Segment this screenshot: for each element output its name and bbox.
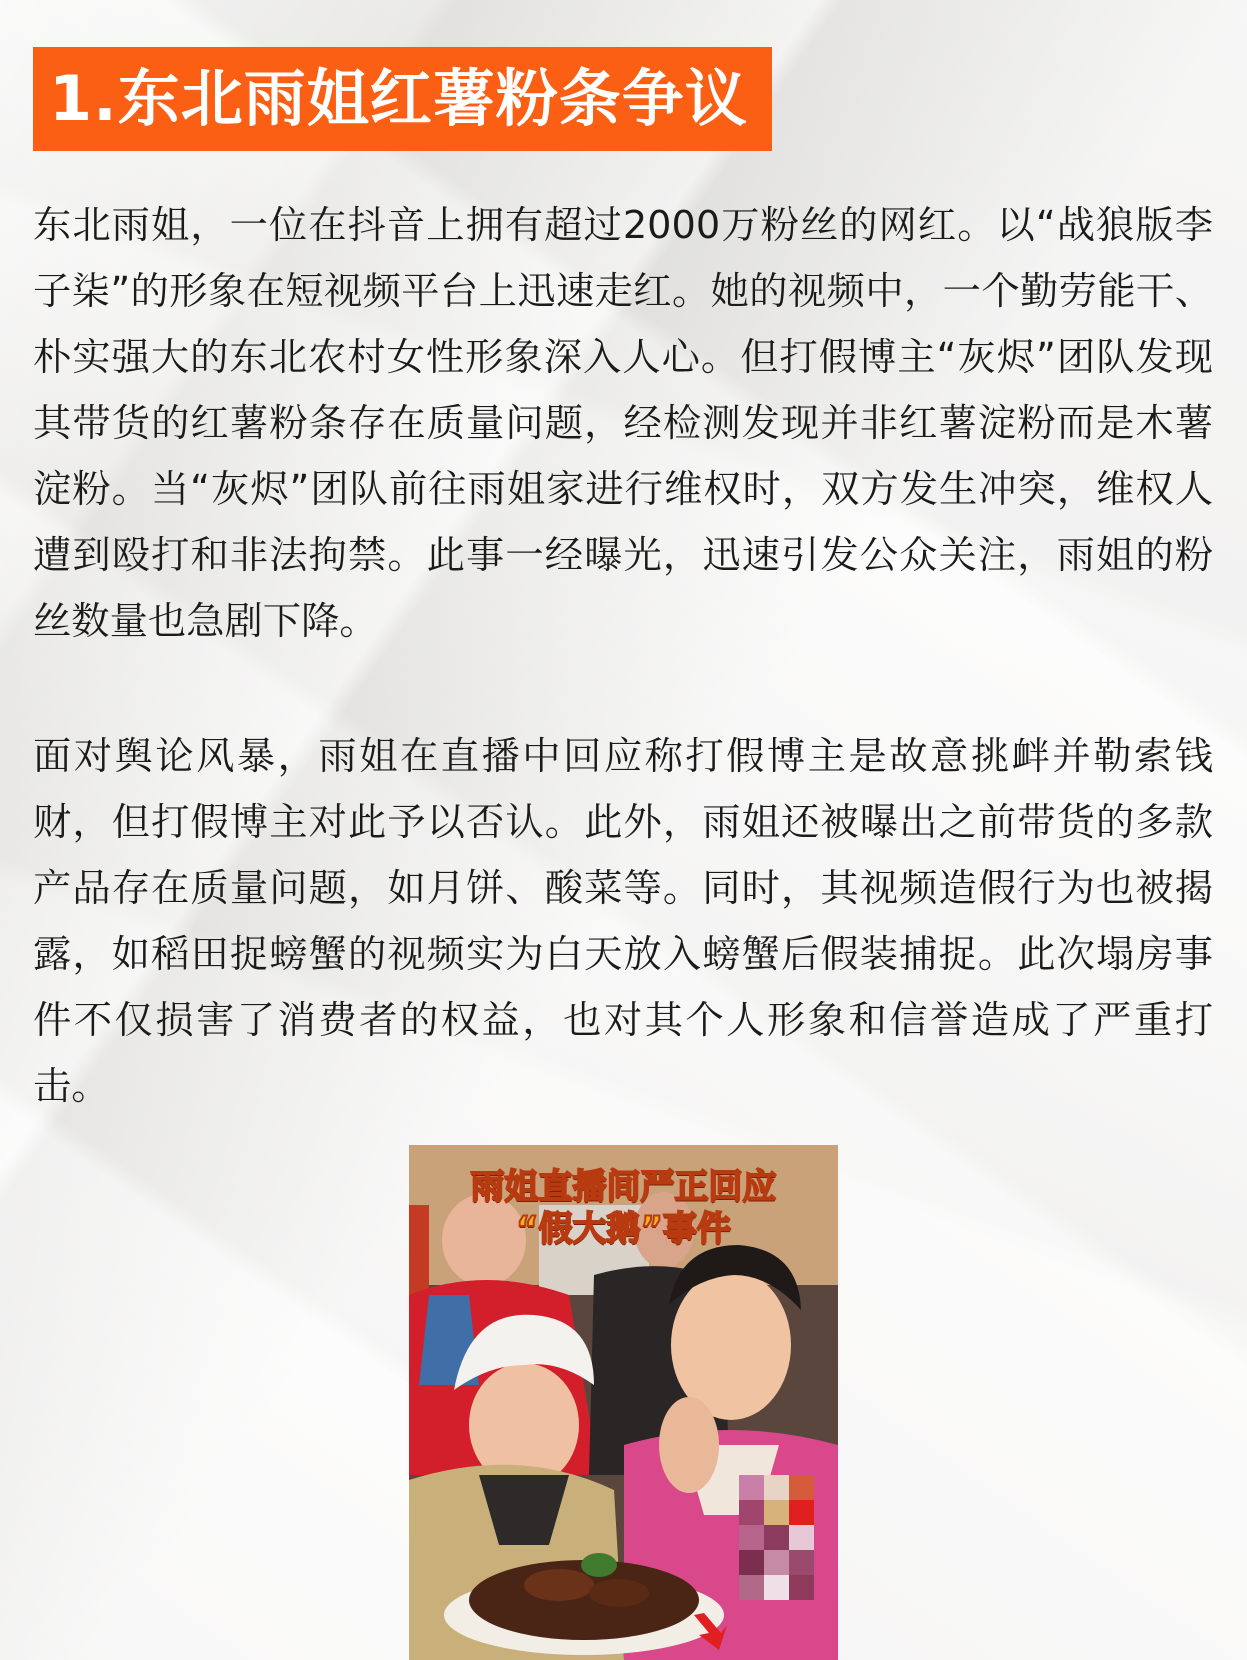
photo-caption-line-1: 雨姐直播间严正回应 [470,1167,777,1207]
news-photo [409,1145,838,1660]
article-paragraph-2: 面对舆论风暴，雨姐在直播中回应称打假博主是故意挑衅并勒索钱财，但打假博主对此予以否认。此外，雨姐还被曝出之前带货的多款产品存在质量问题，如月饼、酸菜等。同时，其视频造假行为也被揭露，如稻田捉螃蟹的视频实为白天放入螃蟹后假装捕捉。此次塌房事件不仅损害了消费者的权益，也对其个人形象和信誉造成了严重打击。 [33,734,1213,1109]
title-banner [33,47,772,151]
photo-caption-line-2: “假大鹅”事件 [516,1209,731,1249]
article-paragraph-1: 东北雨姐，一位在抖音上拥有超过2000万粉丝的网红。以“战狼版李子柒”的形象在短视频平台上迅速走红。她的视频中，一个勤劳能干、朴实强大的东北农村女性形象深入人心。但打假博主“灰烬”团队发现其带货的红薯粉条存在质量问题，经检测发现并非红薯淀粉而是木薯淀粉。当“灰烬”团队前往雨姐家进行维权时，双方发生冲突，维权人遭到殴打和非法拘禁。此事一经曝光，迅速引发公众关注，雨姐的粉丝数量也急剧下降。 [33,203,1213,644]
section-title: 1.东北雨姐红薯粉条争议 [49,62,748,135]
